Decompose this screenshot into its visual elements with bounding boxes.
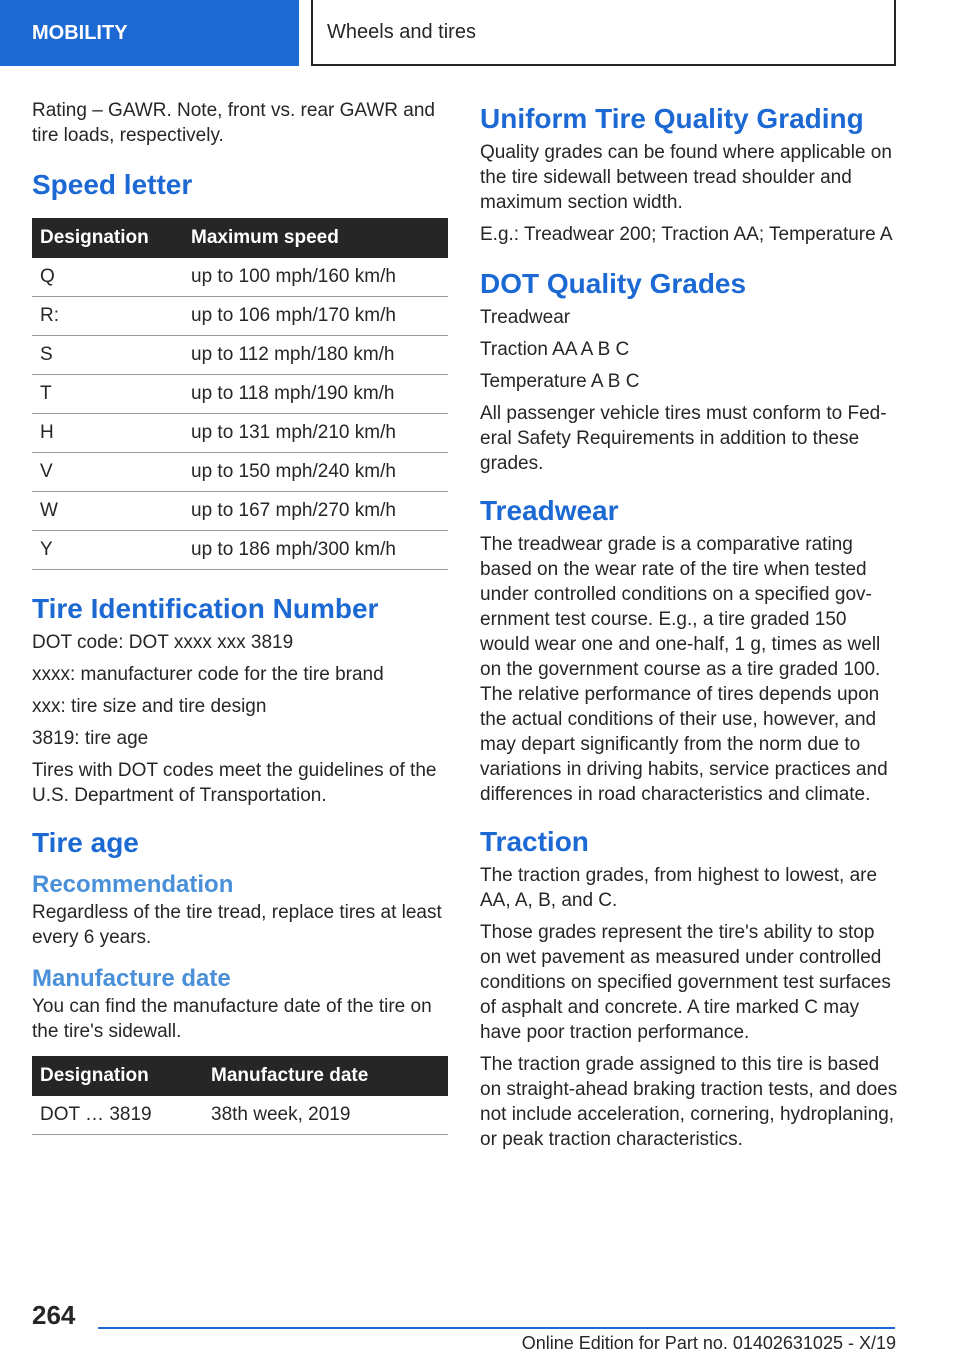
table-cell: DOT … 3819 bbox=[32, 1096, 203, 1135]
speed-letter-table bbox=[32, 218, 448, 570]
traction-line: The traction grades, from highest to lowest, are AA, A, B, and C. bbox=[480, 865, 878, 911]
table-cell: up to 150 mph/240 km/h bbox=[183, 453, 448, 492]
table-cell: up to 131 mph/210 km/h bbox=[183, 414, 448, 453]
dot-quality-heading: DOT Quality Grades bbox=[480, 268, 747, 299]
chapter-title: Wheels and tires bbox=[327, 20, 476, 43]
table-header-row bbox=[32, 218, 448, 258]
section-tab bbox=[0, 0, 299, 66]
utqg-text: Quality grades can be found where applicable on the tire sidewall between tread shoulder and maximum section width. bbox=[480, 142, 892, 213]
table-row bbox=[32, 531, 448, 570]
section-label: MOBILITY bbox=[32, 21, 128, 44]
dot-line: All passenger vehicle tires must conform to Federal Safety Requirements in addition to these grades. bbox=[480, 403, 887, 474]
tin-heading: Tire Identification Number bbox=[32, 593, 379, 624]
table-cell: R: bbox=[32, 297, 183, 336]
manufacture-date-text: You can find the manufacture date of the tire on the tire's sidewall. bbox=[32, 996, 432, 1042]
dot-line: Traction AA A B C bbox=[480, 339, 630, 360]
treadwear-text: The treadwear grade is a comparative rating based on the wear rate of the tire when tested under controlled conditions on a specified government test course. E.g., a tire graded 150 would wear one and one-half, 1 g, times as well on the government course as a tire graded 100. The relative performance of tires depends upon the actual conditions of their use, however, and may depart significantly from the norm due to variations in driving habits, service practices and differences in road characteristics and climate. bbox=[480, 534, 888, 805]
table-header-cell: Designation bbox=[32, 1056, 203, 1096]
table-row bbox=[32, 336, 448, 375]
traction-line: The traction grade assigned to this tire is based on straight-ahead braking traction tests, and does not include acceleration, cornering, hydroplaning, or peak traction characteristics. bbox=[480, 1054, 898, 1150]
table-cell: up to 118 mph/190 km/h bbox=[183, 375, 448, 414]
table-header-cell: Manufacture date bbox=[203, 1056, 448, 1096]
table-header-cell: Designation bbox=[32, 218, 183, 258]
utqg-example: E.g.: Treadwear 200; Traction AA; Temperature A bbox=[480, 224, 893, 245]
table-cell: Q bbox=[32, 258, 183, 297]
tire-age-heading: Tire age bbox=[32, 827, 139, 858]
tin-line: xxx: tire size and tire design bbox=[32, 696, 267, 717]
table-cell: up to 186 mph/300 km/h bbox=[183, 531, 448, 570]
page-number: 264 bbox=[32, 1300, 76, 1330]
traction-heading: Traction bbox=[480, 826, 589, 857]
table-cell: up to 112 mph/180 km/h bbox=[183, 336, 448, 375]
right-column bbox=[480, 98, 898, 1159]
table-cell: up to 167 mph/270 km/h bbox=[183, 492, 448, 531]
recommendation-text: Regardless of the tire tread, replace tires at least every 6 years. bbox=[32, 902, 442, 948]
edition-note: Online Edition for Part no. 01402631025 - X/19 bbox=[521, 1333, 896, 1353]
tin-line: xxxx: manufacturer code for the tire brand bbox=[32, 664, 384, 685]
table-cell: 38th week, 2019 bbox=[203, 1096, 448, 1135]
table-cell: Y bbox=[32, 531, 183, 570]
manufacture-date-heading: Manufacture date bbox=[32, 965, 231, 992]
speed-letter-heading: Speed letter bbox=[32, 169, 193, 200]
table-row bbox=[32, 297, 448, 336]
traction-line: Those grades represent the tire's ability to stop on wet pavement as measured under controlled conditions on specified government test surfaces of asphalt and concrete. A tire marked C may have poor traction performance. bbox=[480, 922, 891, 1043]
table-cell: W bbox=[32, 492, 183, 531]
table-row bbox=[32, 1096, 448, 1135]
chapter-header bbox=[311, 0, 896, 66]
utqg-heading: Uniform Tire Quality Grading bbox=[480, 103, 864, 134]
tin-line: 3819: tire age bbox=[32, 728, 149, 749]
table-row bbox=[32, 375, 448, 414]
recommendation-heading: Recommendation bbox=[32, 871, 234, 898]
tin-line: DOT code: DOT xxxx xxx 3819 bbox=[32, 632, 294, 653]
manufacture-date-table bbox=[32, 1056, 448, 1135]
table-cell: H bbox=[32, 414, 183, 453]
footer-divider bbox=[98, 1327, 895, 1329]
table-row bbox=[32, 492, 448, 531]
table-row bbox=[32, 414, 448, 453]
table-row bbox=[32, 258, 448, 297]
left-column bbox=[32, 98, 448, 1135]
table-cell: S bbox=[32, 336, 183, 375]
table-header-row bbox=[32, 1056, 448, 1096]
table-cell: T bbox=[32, 375, 183, 414]
dot-line: Treadwear bbox=[480, 307, 571, 328]
tin-line: Tires with DOT codes meet the guidelines of the U.S. Department of Transportation. bbox=[32, 760, 437, 806]
treadwear-heading: Treadwear bbox=[480, 495, 619, 526]
dot-line: Temperature A B C bbox=[480, 371, 640, 392]
table-row bbox=[32, 453, 448, 492]
table-cell: V bbox=[32, 453, 183, 492]
intro-text: Rating – GAWR. Note, front vs. rear GAWR and tire loads, respectively. bbox=[32, 100, 435, 146]
table-cell: up to 106 mph/170 km/h bbox=[183, 297, 448, 336]
table-cell: up to 100 mph/160 km/h bbox=[183, 258, 448, 297]
table-header-cell: Maximum speed bbox=[183, 218, 448, 258]
